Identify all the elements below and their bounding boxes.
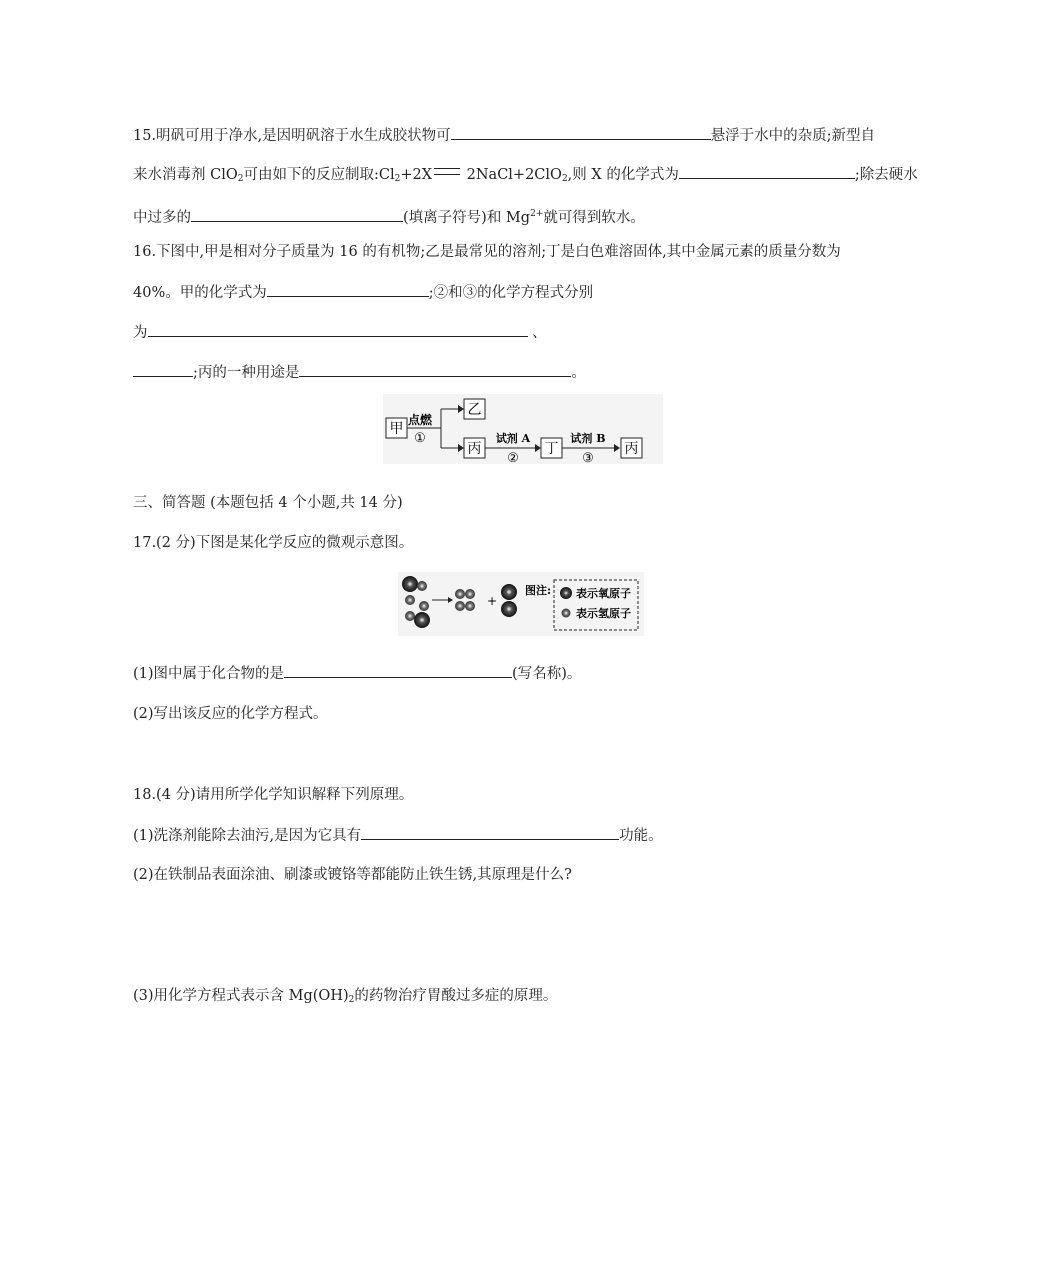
q15-text: 中过多的 (133, 210, 191, 226)
q17-part-2 (133, 703, 328, 725)
subscript: 2 (561, 174, 568, 184)
q18-text: 的药物治疗胃酸过多症的原理。 (354, 988, 558, 1004)
label-step-2: ② (507, 451, 519, 464)
q15-text: ,则 X 的化学式为 (567, 167, 679, 183)
box-bing: 丙 (467, 441, 482, 457)
q16-line-2 (133, 281, 593, 303)
q18-blank-1[interactable] (361, 824, 619, 840)
q16-blank-4[interactable] (299, 361, 571, 377)
box-bing-2: 丙 (624, 441, 639, 457)
box-jia: 甲 (389, 421, 404, 437)
q15-text: 可由如下的反应制取:Cl (243, 167, 395, 183)
q16-blank-3[interactable] (133, 361, 193, 377)
q15-blank-2[interactable] (679, 163, 855, 179)
q16-text: 40%。甲的化学式为 (133, 285, 267, 301)
q15-text: 悬浮于水中的杂质;新型自 (710, 128, 876, 144)
q17-molecule-diagram (398, 572, 644, 636)
q16-flow-diagram (383, 394, 663, 464)
q16-line-4 (133, 361, 586, 383)
q18-text: 18.(4 分)请用所学化学知识解释下列原理。 (133, 787, 414, 803)
label-step-1: ① (414, 431, 426, 446)
q15-text: +2X (400, 167, 433, 183)
section-3-title: 三、简答题 (本题包括 4 个小题,共 14 分) (133, 495, 403, 511)
q15-text: 来水消毒剂 ClO (133, 167, 238, 183)
q15-line-3 (133, 203, 645, 225)
q15-text: 15.明矾可用于净水,是因明矾溶于水生成胶状物可 (133, 128, 451, 144)
q16-blank-2[interactable] (148, 321, 528, 337)
subscript: 2 (394, 174, 401, 184)
label-reagent-a: 试剂 A (495, 432, 531, 445)
reaction-equals-sign (434, 168, 460, 175)
label-reagent-b: 试剂 B (570, 432, 606, 445)
q15-text: ;除去硬水 (854, 167, 918, 183)
q16-text: 为 (133, 325, 148, 341)
q15-blank-3[interactable] (191, 206, 403, 222)
q15-text: 就可得到软水。 (543, 210, 645, 226)
q18-text: (2)在铁制品表面涂油、刷漆或镀铬等都能防止铁生锈,其原理是什么? (133, 867, 572, 883)
subscript: 2 (348, 995, 355, 1005)
q18-intro (133, 784, 413, 806)
q17-text: 17.(2 分)下图是某化学反应的微观示意图。 (133, 535, 414, 551)
box-yi: 乙 (467, 402, 482, 418)
q16-text: ;丙的一种用途是 (193, 365, 300, 381)
q18-text: (1)洗涤剂能除去油污,是因为它具有 (133, 828, 362, 844)
label-step-3: ③ (582, 451, 594, 464)
plus-sign: + (486, 594, 498, 608)
legend-oxygen-label: 表示氧原子 (576, 587, 631, 600)
q16-line-1 (133, 241, 841, 263)
q15-text: (填离子符号)和 Mg (403, 210, 531, 226)
q16-text: 、 (532, 325, 547, 341)
q18-part-2 (133, 864, 572, 886)
q18-part-1 (133, 824, 663, 846)
q15-text: 2NaCl+2ClO (466, 167, 562, 183)
q18-text: 功能。 (619, 828, 663, 844)
q17-blank-1[interactable] (284, 662, 512, 678)
section-heading (133, 492, 403, 514)
q16-text: 16.下图中,甲是相对分子质量为 16 的有机物;乙是最常见的溶剂;丁是白色难溶固体,其中金属元素的质量分数为 (133, 244, 841, 260)
q17-intro (133, 532, 413, 554)
q17-part-1 (133, 662, 581, 684)
subscript: 2 (237, 174, 244, 184)
q17-text: (1)图中属于化合物的是 (133, 666, 285, 682)
box-ding: 丁 (544, 441, 559, 457)
legend-hydrogen-label: 表示氢原子 (576, 607, 631, 620)
legend-hydrogen-atom-icon (562, 609, 571, 618)
q16-text: ;②和③的化学方程式分别 (428, 285, 594, 301)
q17-text: (写名称)。 (512, 666, 582, 682)
q15-blank-1[interactable] (451, 124, 711, 140)
q18-text: (3)用化学方程式表示含 Mg(OH) (133, 988, 349, 1004)
q15-line-2 (133, 163, 918, 185)
superscript: 2+ (530, 209, 544, 219)
q17-text: (2)写出该反应的化学方程式。 (133, 706, 328, 722)
q16-line-3 (133, 321, 547, 343)
legend-oxygen-atom-icon (560, 587, 572, 599)
legend-title: 图注: (525, 584, 552, 597)
label-ignite: 点燃 (407, 413, 433, 427)
q16-text: 。 (571, 365, 586, 381)
q18-part-3 (133, 985, 557, 1007)
q16-blank-1[interactable] (267, 281, 429, 297)
q15-line-1 (133, 124, 875, 146)
